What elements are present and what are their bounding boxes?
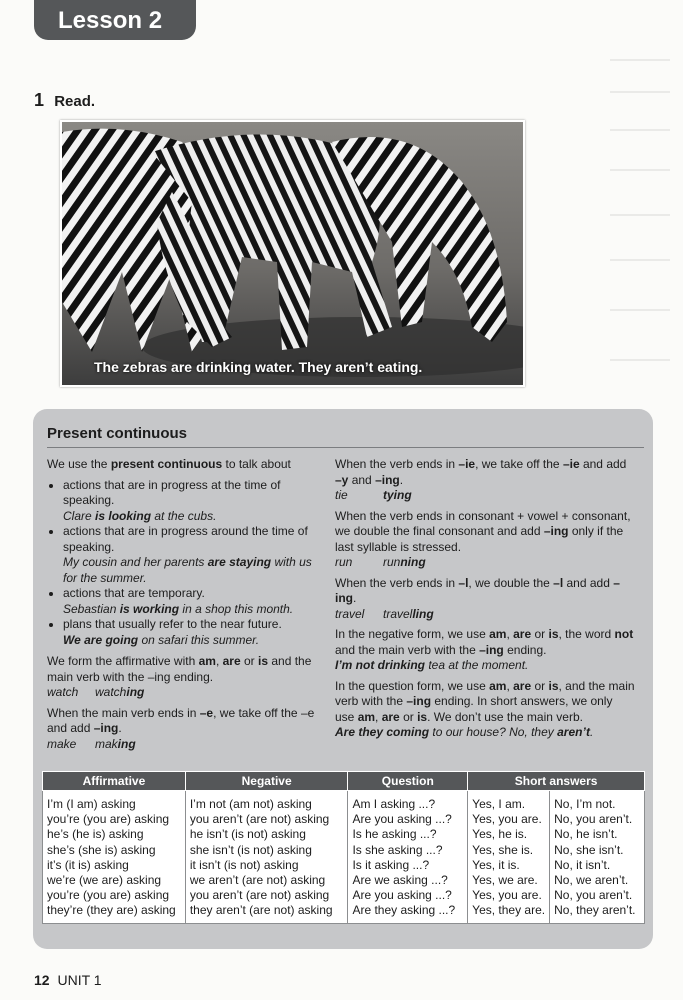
grammar-right-column <box>335 457 635 746</box>
header-question: Question <box>348 772 468 791</box>
header-affirmative: Affirmative <box>43 772 186 791</box>
rule-ending-e: When the main verb ends in –e, we take off the –e and add –ing. make making <box>47 705 315 751</box>
photo-caption: The zebras are drinking water. They aren’t eating. <box>94 359 423 375</box>
header-short-answers: Short answers <box>468 772 645 791</box>
faded-bleed-through <box>610 20 670 400</box>
page-number: 12 <box>34 972 50 988</box>
rule-ending-ie: When the verb ends in –ie, we take off the –ie and add –y and –ing. tie tying <box>335 457 627 502</box>
unit-label: UNIT 1 <box>57 972 102 988</box>
usage-item: • actions that are in progress around the time of speaking. My cousin and her parents are staying with us for the summer. <box>63 524 317 586</box>
usage-item: • actions that are temporary. Sebastian is working in a shop this month. <box>63 586 317 617</box>
rule-intro: We use the present continuous to talk about <box>47 457 291 471</box>
exercise-heading <box>34 90 95 111</box>
zebra-photo <box>60 120 525 387</box>
table-header-row <box>43 772 645 791</box>
negative-cell: I’m not (am not) asking you aren’t (are not) asking he isn’t (is not) asking she isn’t (is not) asking it isn’t (is not) asking we aren’t (are not) asking you aren’t (are not) asking they aren’t (are not) asking <box>185 791 348 924</box>
question-cell: Am I asking ...? Are you asking ...? Is he asking ...? Is she asking ...? Is it asking ...? Are we asking ...? Are you asking ...? Are they asking ...? <box>348 791 468 924</box>
rule-negative: In the negative form, we use am, are or is, the word not and the main verb with the –ing ending. I’m not drinking tea at the moment. <box>335 627 634 672</box>
usage-item: • actions that are in progress at the time of speaking. Clare is looking at the cubs. <box>63 478 317 525</box>
grammar-divider <box>47 447 644 448</box>
lesson-tab: Lesson 2 <box>34 0 196 40</box>
rule-ending-l: When the verb ends in –l, we double the –l and add –ing. travel travelling <box>335 575 620 621</box>
rule-cvc: When the verb ends in consonant + vowel + consonant, we double the final consonant and add –ing only if the last syllable is stressed. run running <box>335 508 631 569</box>
short-no-cell: No, I’m not. No, you aren’t. No, he isn’t. No, she isn’t. No, it isn’t. No, we aren’t. No, you aren’t. No, they aren’t. <box>550 791 645 924</box>
grammar-box <box>33 409 653 949</box>
zebra-illustration <box>62 122 523 385</box>
usage-list <box>47 478 317 649</box>
header-negative: Negative <box>185 772 348 791</box>
rule-question: In the question form, we use am, are or is, and the main verb with the –ing ending. In short answers, we only use am, are or is. We don’t use the main verb. Are they coming to our house? No, they aren’t. <box>335 678 635 739</box>
page-footer <box>34 972 102 988</box>
table-body-row <box>43 791 645 924</box>
conjugation-table <box>42 771 645 924</box>
short-yes-cell: Yes, I am. Yes, you are. Yes, he is. Yes, she is. Yes, it is. Yes, we are. Yes, you are. Yes, they are. <box>468 791 550 924</box>
rule-affirmative: We form the affirmative with am, are or is and the main verb with the –ing ending. watch watching <box>47 654 312 699</box>
exercise-instruction: Read. <box>54 93 96 110</box>
usage-item: • plans that usually refer to the near future. We are going on safari this summer. <box>63 617 317 648</box>
exercise-number: 1 <box>34 90 45 110</box>
affirmative-cell: I’m (I am) asking you’re (you are) asking he’s (he is) asking she’s (she is) asking it’s (it is) asking we’re (we are) asking you’re (you are) asking they’re (they are) asking <box>43 791 186 924</box>
grammar-left-column <box>47 457 317 757</box>
grammar-title: Present continuous <box>47 425 188 442</box>
